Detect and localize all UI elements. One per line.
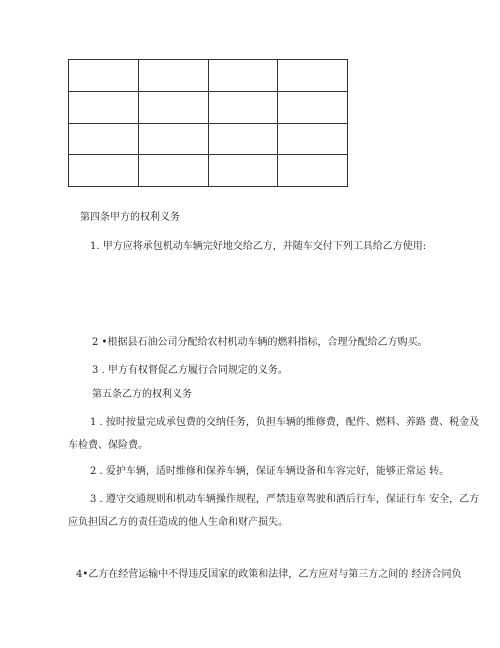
table-cell: [208, 155, 278, 187]
table-cell: [69, 91, 139, 123]
article-5-clause-3-line-1: 3 . 遵守交通规则和机动车辆操作规程，严禁违章驾驶和酒后行车，保证行车 安全，乙方: [90, 494, 480, 505]
article-4-clause-1: 1. 甲方应将承包机动车辆完好地交给乙方，并随车交付下列工具给乙方使用:: [90, 241, 427, 252]
article-5-heading: 第五条乙方的权利义务: [92, 389, 192, 400]
table-cell: [208, 123, 278, 155]
table-row: [69, 60, 348, 92]
table-cell: [138, 60, 208, 92]
article-4-clause-2: 2 •根据县石油公司分配给农村机动车辆的燃料指标，合理分配给乙方购买。: [92, 337, 428, 348]
article-5-clause-2: 2 . 爱护车辆，适时维修和保养车辆，保证车辆设备和车容完好，能够正常运 转。: [90, 466, 450, 477]
table-cell: [278, 60, 348, 92]
article-4-heading: 第四条甲方的权利义务: [80, 212, 180, 223]
table-cell: [208, 91, 278, 123]
table-cell: [278, 155, 348, 187]
table-cell: [69, 123, 139, 155]
table-cell: [138, 91, 208, 123]
article-4-clause-3: 3 . 甲方有权督促乙方履行合同规定的义务。: [92, 365, 288, 376]
table-cell: [138, 155, 208, 187]
article-5-clause-3-line-2: 应负担因乙方的责任造成的他人生命和财产损失。: [68, 517, 288, 528]
table-cell: [69, 60, 139, 92]
article-5-clause-1-line-1: 1 . 按时按量完成承包费的交纳任务，负担车辆的维修费，配件、燃料、养路 费、税金及: [90, 417, 480, 428]
blank-table-body: [69, 60, 348, 187]
table-cell: [278, 91, 348, 123]
article-5-clause-4-line-1: 4•乙方在经营运输中不得违反国家的政策和法律，乙方应对与第三方之间的 经济合同负: [76, 569, 462, 580]
table-row: [69, 91, 348, 123]
blank-table: [68, 59, 348, 187]
article-5-clause-1-line-2: 车检费、保险费。: [68, 440, 148, 451]
table-cell: [138, 123, 208, 155]
table-cell: [69, 155, 139, 187]
table-cell: [278, 123, 348, 155]
table-row: [69, 123, 348, 155]
table-cell: [208, 60, 278, 92]
table-row: [69, 155, 348, 187]
